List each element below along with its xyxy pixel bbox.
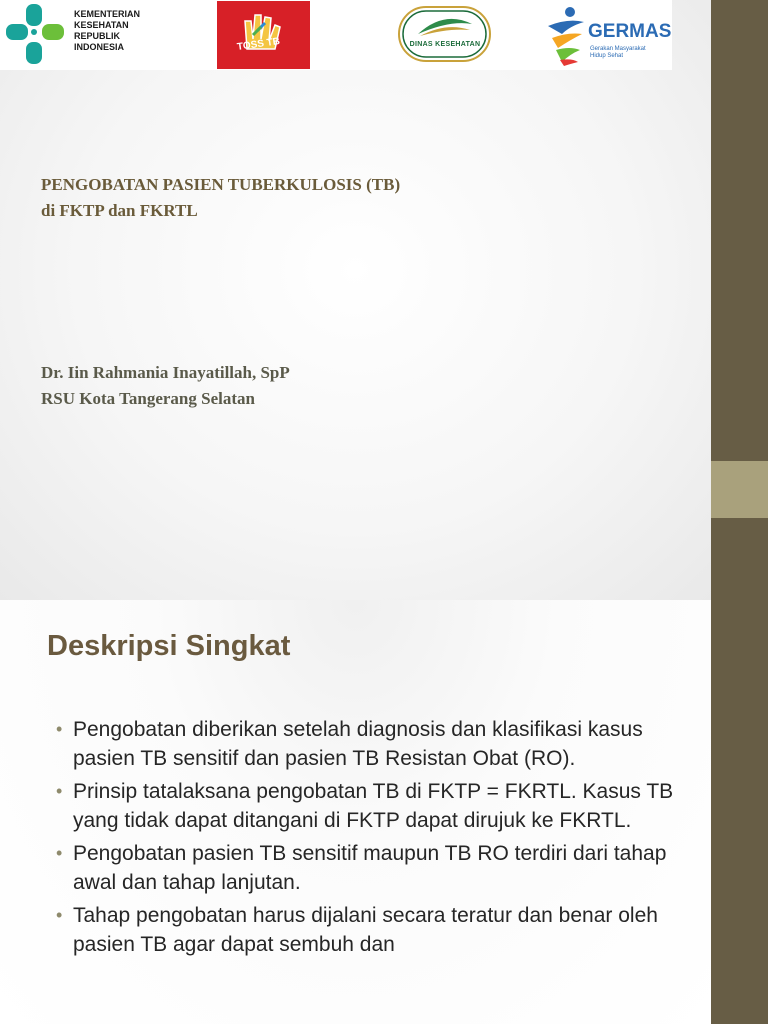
section-heading: Deskripsi Singkat	[47, 630, 291, 662]
list-item-text: Prinsip tatalaksana pengobatan TB di FKTP = FKRTL. Kasus TB yang tidak dapat ditangani di FKTP dapat dirujuk ke FKRTL.	[73, 780, 674, 832]
bullet-icon: •	[56, 905, 63, 925]
list-item-text: Pengobatan diberikan setelah diagnosis dan klasifikasi kasus pasien TB sensitif dan pasien TB Resistan Obat (RO).	[73, 718, 643, 770]
list-item	[56, 777, 676, 835]
logo-strip	[0, 0, 672, 70]
bullet-icon: •	[56, 781, 63, 801]
toss-tb-logo	[217, 1, 310, 69]
dinas-kesehatan-logo	[398, 6, 491, 62]
dinas-kesehatan-text: DINAS KESEHATAN	[409, 41, 481, 48]
germas-subtitle: Gerakan Masyarakat Hidup Sehat	[590, 46, 646, 59]
bullet-list	[56, 715, 676, 963]
bullet-icon: •	[56, 719, 63, 739]
germas-text: GERMAS	[588, 21, 672, 42]
germas-figure-icon	[544, 4, 590, 66]
presentation-title: PENGOBATAN PASIEN TUBERKULOSIS (TB) di FKTP dan FKRTL	[41, 175, 401, 220]
description-slide	[0, 600, 711, 1024]
side-accent-block	[711, 461, 768, 518]
toss-tb-text: TOSS TB	[236, 36, 281, 53]
list-item-text: Tahap pengobatan harus dijalani secara teratur dan benar oleh pasien TB agar dapat sembuh dan	[73, 904, 658, 956]
list-item	[56, 839, 676, 897]
kemenkes-emblem-icon	[4, 0, 68, 68]
kemenkes-text: KEMENTERIAN KESEHATAN REPUBLIK INDONESIA	[74, 9, 141, 52]
author-affiliation: Dr. Iin Rahmania Inayatillah, SpP RSU Kota Tangerang Selatan	[41, 363, 290, 408]
list-item	[56, 715, 676, 773]
germas-logo	[544, 4, 672, 66]
kemenkes-logo	[4, 0, 154, 68]
bullet-icon: •	[56, 843, 63, 863]
list-item-text: Pengobatan pasien TB sensitif maupun TB RO terdiri dari tahap awal dan tahap lanjutan.	[73, 842, 667, 894]
hand-icon	[217, 1, 310, 69]
list-item	[56, 901, 676, 959]
dinkes-emblem-icon	[398, 6, 491, 62]
